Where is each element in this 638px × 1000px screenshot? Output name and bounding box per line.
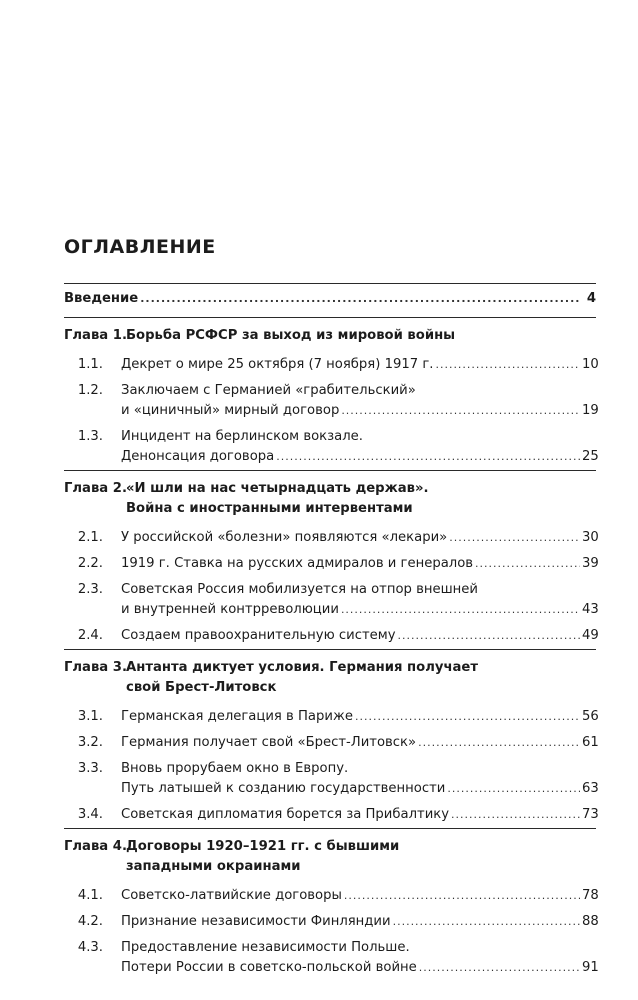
toc-section-2-2[interactable] <box>64 551 599 577</box>
section-last-line <box>121 447 599 467</box>
dot-leader <box>393 912 580 932</box>
toc-chapter-1[interactable] <box>64 318 596 352</box>
section-number: 4.3. <box>77 940 103 955</box>
dot-leader <box>355 707 580 727</box>
page-number: 88 <box>582 914 599 929</box>
section-last-line <box>121 554 599 574</box>
section-number: 1.3. <box>77 429 103 444</box>
dot-leader <box>341 401 580 421</box>
chapter-title-line: Война с иностранными интервентами <box>126 501 413 516</box>
section-body <box>121 626 599 646</box>
toc-section-1-1[interactable] <box>64 352 599 378</box>
dot-leader <box>418 733 580 753</box>
section-body <box>121 733 599 753</box>
section-number: 2.4. <box>77 628 103 643</box>
chapter-title-line: западными окраинами <box>126 859 301 874</box>
page-number: 39 <box>582 556 599 571</box>
section-title-line: Путь латышей к созданию государственности <box>121 781 446 796</box>
page-number: 73 <box>582 807 599 822</box>
chapter-label: Глава 3. <box>64 660 127 675</box>
section-last-line <box>121 707 599 727</box>
section-body <box>121 580 599 620</box>
section-body <box>121 427 599 467</box>
chapter-label: Глава 4. <box>64 839 127 854</box>
toc-section-4-1[interactable] <box>64 883 599 909</box>
dot-leader <box>140 289 580 309</box>
toc-section-3-2[interactable] <box>64 730 599 756</box>
section-number: 2.1. <box>77 530 103 545</box>
dot-leader <box>449 528 580 548</box>
section-body <box>121 912 599 932</box>
section-body <box>121 886 599 906</box>
section-title-line: Советская Россия мобилизуется на отпор внешней <box>121 582 478 597</box>
section-last-line <box>121 600 599 620</box>
section-body <box>121 805 599 825</box>
toc-entry-introduction[interactable] <box>64 284 596 317</box>
section-number: 1.1. <box>77 357 103 372</box>
chapter-title-line: Договоры 1920–1921 гг. с бывшими <box>126 839 400 854</box>
section-last-line <box>121 779 599 799</box>
section-number: 4.2. <box>77 914 103 929</box>
section-number: 4.1. <box>77 888 103 903</box>
section-number: 2.3. <box>77 582 103 597</box>
section-title-line: Предоставление независимости Польше. <box>121 940 410 955</box>
section-title-line: Советская дипломатия борется за Прибалтику <box>121 807 450 822</box>
chapter-label: Глава 2. <box>64 481 127 496</box>
section-number: 3.2. <box>77 735 103 750</box>
chapter-title-line: Борьба РСФСР за выход из мировой войны <box>126 328 456 343</box>
toc-section-2-1[interactable] <box>64 525 599 551</box>
page-number: 4 <box>586 291 596 306</box>
chapter-title-line: Антанта диктует условия. Германия получает <box>126 660 478 675</box>
chapter-title-line: свой Брест-Литовск <box>126 680 277 695</box>
page-number: 63 <box>582 781 599 796</box>
section-title-line: Вновь прорубаем окно в Европу. <box>121 761 349 776</box>
page-number: 49 <box>582 628 599 643</box>
toc-section-2-3[interactable] <box>64 577 599 623</box>
section-title-line: Германская делегация в Париже <box>121 709 353 724</box>
section-title-line: Денонсация договора <box>121 449 275 464</box>
section-last-line <box>121 528 599 548</box>
section-body <box>121 554 599 574</box>
section-body <box>121 355 599 375</box>
toc-section-1-3[interactable] <box>64 424 599 470</box>
page-number: 43 <box>582 602 599 617</box>
section-body <box>121 528 599 548</box>
page-number: 10 <box>582 357 599 372</box>
section-title-line: Инцидент на берлинском вокзале. <box>121 429 363 444</box>
dot-leader <box>435 355 580 375</box>
section-last-line <box>121 626 599 646</box>
chapter-title <box>126 326 596 346</box>
page-number: 19 <box>582 403 599 418</box>
table-of-contents <box>64 283 599 981</box>
dot-leader <box>419 958 580 978</box>
section-title-line: Германия получает свой «Брест-Литовск» <box>121 735 417 750</box>
page-number: 91 <box>582 960 599 975</box>
dot-leader <box>451 805 580 825</box>
section-number: 3.3. <box>77 761 103 776</box>
section-last-line <box>121 401 599 421</box>
toc-section-3-1[interactable] <box>64 704 599 730</box>
section-body <box>121 759 599 799</box>
section-title-line: Потери России в советско-польской войне <box>121 960 417 975</box>
chapter-title <box>126 658 596 698</box>
section-body <box>121 381 599 421</box>
entry-body <box>64 289 596 309</box>
toc-section-4-3[interactable] <box>64 935 599 981</box>
section-last-line <box>121 355 599 375</box>
section-number: 3.4. <box>77 807 103 822</box>
section-number: 3.1. <box>77 709 103 724</box>
section-title-line: и «циничный» мирный договор <box>121 403 340 418</box>
page-number: 30 <box>582 530 599 545</box>
section-title-line: Советско-латвийские договоры <box>121 888 342 903</box>
chapter-label: Глава 1. <box>64 328 127 343</box>
section-title-line: Признание независимости Финляндии <box>121 914 391 929</box>
section-title-line: Создаем правоохранительную систему <box>121 628 396 643</box>
chapter-title <box>126 479 596 519</box>
section-body <box>121 938 599 978</box>
toc-section-1-2[interactable] <box>64 378 599 424</box>
section-title-line: Декрет о мире 25 октября (7 ноября) 1917 г. <box>121 357 434 372</box>
toc-chapter-4[interactable] <box>64 829 596 883</box>
dot-leader <box>475 554 580 574</box>
section-body <box>121 707 599 727</box>
page-number: 61 <box>582 735 599 750</box>
chapter-title-line: «И шли на нас четырнадцать держав». <box>126 481 429 496</box>
section-number: 1.2. <box>77 383 103 398</box>
page-number: 25 <box>582 449 599 464</box>
section-last-line <box>121 886 599 906</box>
toc-section-3-4[interactable] <box>64 802 599 828</box>
section-last-line <box>121 912 599 932</box>
dot-leader <box>398 626 580 646</box>
section-number: 2.2. <box>77 556 103 571</box>
section-last-line <box>121 805 599 825</box>
section-last-line <box>121 958 599 978</box>
section-title-line: Заключаем с Германией «грабительский» <box>121 383 416 398</box>
page-title: ОГЛАВЛЕНИЕ <box>64 236 216 258</box>
toc-chapter-2[interactable] <box>64 471 596 525</box>
chapter-title <box>126 837 596 877</box>
page-number: 78 <box>582 888 599 903</box>
toc-chapter-3[interactable] <box>64 650 596 704</box>
section-title-line: и внутренней контрреволюции <box>121 602 339 617</box>
section-title-line: У российской «болезни» появляются «лекари» <box>121 530 448 545</box>
section-last-line <box>121 733 599 753</box>
entry-line <box>64 289 596 309</box>
entry-title: Введение <box>64 291 139 306</box>
section-title-line: 1919 г. Ставка на русских адмиралов и генералов <box>121 556 474 571</box>
toc-section-3-3[interactable] <box>64 756 599 802</box>
toc-section-2-4[interactable] <box>64 623 599 649</box>
dot-leader <box>344 886 580 906</box>
toc-section-4-2[interactable] <box>64 909 599 935</box>
dot-leader <box>447 779 580 799</box>
dot-leader <box>276 447 580 467</box>
page-number: 56 <box>582 709 599 724</box>
dot-leader <box>341 600 580 620</box>
